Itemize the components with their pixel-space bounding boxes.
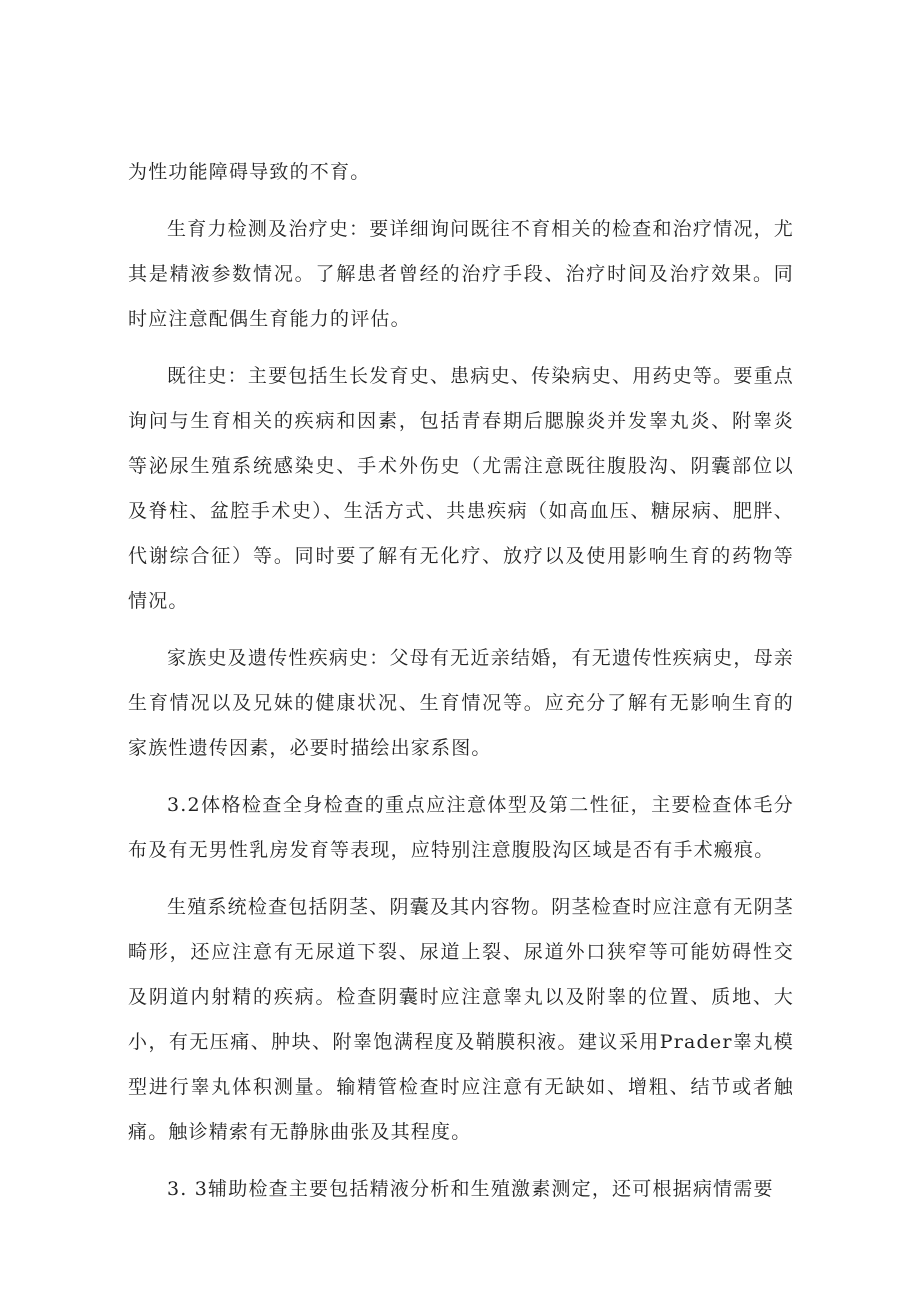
paragraph-family-history: 家族史及遗传性疾病史：父母有无近亲结婚，有无遗传性疾病史，母亲生育情况以及兄妹的健康状况、生育情况等。应充分了解有无影响生育的家族性遗传因素，必要时描绘出家系图。 [128, 647, 794, 759]
document-body [128, 150, 794, 1224]
paragraph-physical-exam: 3.2体格检查全身检查的重点应注意体型及第二性征，主要检查体毛分布及有无男性乳房发育等表现，应特别注意腹股沟区域是否有手术瘢痕。 [128, 794, 794, 861]
paragraph-fertility-history: 生育力检测及治疗史：要详细询问既往不育相关的检查和治疗情况，尤其是精液参数情况。了解患者曾经的治疗手段、治疗时间及治疗效果。同时应注意配偶生育能力的评估。 [128, 218, 794, 330]
paragraph-genital-exam: 生殖系统检查包括阴茎、阴囊及其内容物。阴茎检查时应注意有无阴茎畸形，还应注意有无尿道下裂、尿道上裂、尿道外口狭窄等可能妨碍性交及阴道内射精的疾病。检查阴囊时应注意睾丸以及附睾的位置、质地、大小，有无压痛、肿块、附睾饱满程度及鞘膜积液。建议采用Prader睾丸模型进行睾丸体积测量。输精管检查时应注意有无缺如、增粗、结节或者触痛。触诊精索有无静脉曲张及其程度。 [128, 896, 794, 1143]
paragraph-past-history: 既往史：主要包括生长发育史、患病史、传染病史、用药史等。要重点询问与生育相关的疾病和因素，包括青春期后腮腺炎并发睾丸炎、附睾炎等泌尿生殖系统感染史、手术外伤史（尤需注意既往腹股沟、阴囊部位以及脊柱、盆腔手术史）、生活方式、共患疾病（如高血压、糖尿病、肥胖、代谢综合征）等。同时要了解有无化疗、放疗以及使用影响生育的药物等情况。 [128, 365, 794, 612]
paragraph-auxiliary-exam: 3. 3辅助检查主要包括精液分析和生殖激素测定，还可根据病情需要 [167, 1178, 774, 1200]
paragraph-continuation: 为性功能障碍导致的不育。 [128, 161, 371, 183]
